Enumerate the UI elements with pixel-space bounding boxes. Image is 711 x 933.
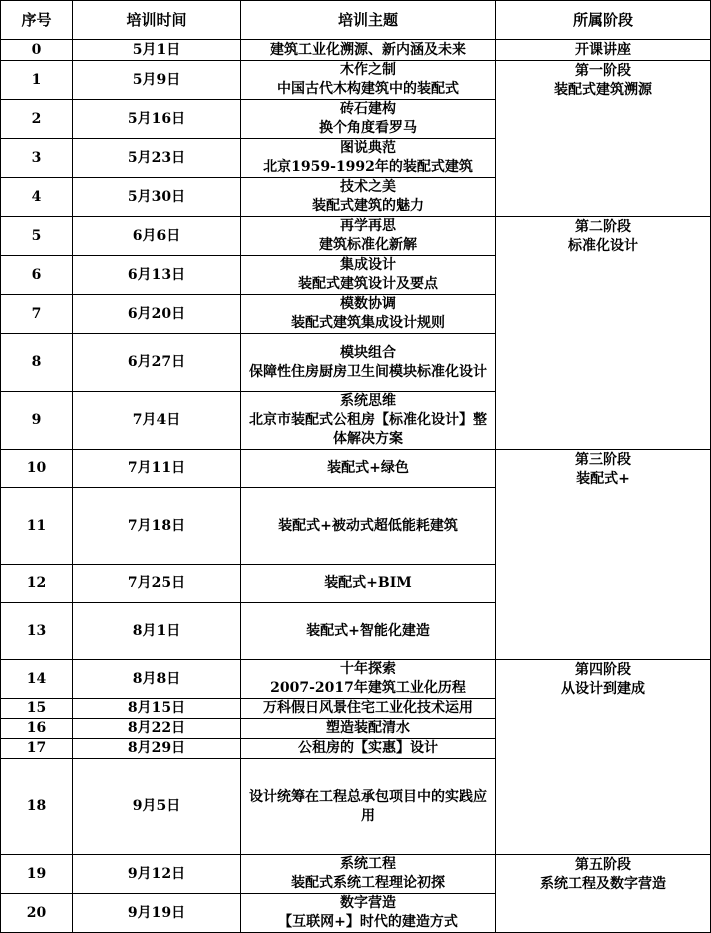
row-no: 8 [1, 334, 73, 392]
stage-line: 开课讲座 [575, 42, 631, 58]
row-time: 8月8日 [73, 660, 241, 699]
row-time: 8月29日 [73, 739, 241, 759]
table-row [1, 450, 711, 488]
row-no: 0 [1, 40, 73, 61]
header-row [1, 1, 711, 40]
topic-line: 保障性住房厨房卫生间模块标准化设计 [249, 363, 487, 380]
row-topic [241, 217, 496, 256]
row-topic [241, 565, 496, 603]
row-topic [241, 139, 496, 178]
topic-line: 装配式建筑的魅力 [312, 198, 424, 214]
row-no: 4 [1, 178, 73, 217]
row-time: 6月27日 [73, 334, 241, 392]
row-time: 9月5日 [73, 759, 241, 855]
topic-line: 装配式系统工程理论初探 [291, 875, 445, 891]
row-topic [241, 699, 496, 719]
row-no: 19 [1, 855, 73, 894]
topic-line: 中国古代木构建筑中的装配式 [277, 81, 459, 97]
row-no: 17 [1, 739, 73, 759]
row-topic [241, 855, 496, 894]
row-no: 15 [1, 699, 73, 719]
row-no: 6 [1, 256, 73, 295]
topic-line: 万科假日风景住宅工业化技术运用 [263, 700, 473, 716]
row-no: 13 [1, 603, 73, 660]
topic-line: 再学再思 [340, 218, 396, 234]
header-time: 培训时间 [73, 1, 241, 40]
row-time: 7月11日 [73, 450, 241, 488]
topic-line: 技术之美 [340, 179, 396, 195]
topic-line: 塑造装配清水 [326, 720, 410, 736]
topic-line: 集成设计 [340, 257, 396, 273]
stage-line: 标准化设计 [568, 238, 638, 254]
row-topic [241, 61, 496, 100]
stage-line: 装配式建筑溯源 [554, 82, 652, 98]
row-no: 1 [1, 61, 73, 100]
topic-line: 模块组合 [340, 344, 396, 361]
row-topic [241, 739, 496, 759]
topic-line: 装配式建筑设计及要点 [298, 276, 438, 292]
row-topic [241, 256, 496, 295]
row-topic [241, 488, 496, 565]
topic-line: 系统思维 [340, 393, 396, 409]
topic-line: 【互联网+】时代的建造方式 [278, 914, 458, 930]
topic-line: 北京1959-1992年的装配式建筑 [263, 159, 473, 175]
topic-line: 装配式+BIM [324, 575, 412, 591]
row-topic [241, 100, 496, 139]
topic-line: 装配式+智能化建造 [306, 622, 430, 639]
row-time: 7月4日 [73, 392, 241, 450]
row-time: 6月6日 [73, 217, 241, 256]
row-time: 5月16日 [73, 100, 241, 139]
row-topic [241, 295, 496, 334]
topic-line: 2007-2017年建筑工业化历程 [270, 680, 466, 696]
stage-cell-2 [496, 217, 711, 450]
stage-cell-4 [496, 660, 711, 855]
stage-line: 系统工程及数字营造 [540, 876, 666, 892]
row-no: 16 [1, 719, 73, 739]
row-topic [241, 178, 496, 217]
row-topic [241, 759, 496, 855]
topic-line: 模数协调 [340, 296, 396, 312]
row-no: 20 [1, 894, 73, 933]
table-row [1, 660, 711, 699]
row-no: 18 [1, 759, 73, 855]
row-no: 9 [1, 392, 73, 450]
row-no: 7 [1, 295, 73, 334]
topic-line: 北京市装配式公租房【标准化设计】整体解决方案 [249, 412, 487, 447]
stage-cell-1 [496, 61, 711, 217]
row-time: 6月13日 [73, 256, 241, 295]
topic-line: 设计统筹在工程总承包项目中的实践应用 [249, 788, 487, 824]
row-time: 8月22日 [73, 719, 241, 739]
row-no: 10 [1, 450, 73, 488]
topic-line: 建筑工业化溯源、新内涵及未来 [270, 41, 466, 58]
row-topic [241, 334, 496, 392]
row-topic [241, 40, 496, 61]
table-row [1, 61, 711, 100]
table-row [1, 40, 711, 61]
stage-line: 从设计到建成 [561, 681, 645, 697]
stage-cell-5 [496, 855, 711, 933]
row-no: 14 [1, 660, 73, 699]
stage-line: 第三阶段 [575, 452, 631, 468]
row-no: 12 [1, 565, 73, 603]
row-time: 5月1日 [73, 40, 241, 61]
row-time: 8月1日 [73, 603, 241, 660]
header-stage: 所属阶段 [496, 1, 711, 40]
row-time: 5月23日 [73, 139, 241, 178]
row-topic [241, 603, 496, 660]
row-no: 11 [1, 488, 73, 565]
row-time: 5月9日 [73, 61, 241, 100]
topic-line: 十年探索 [340, 661, 396, 677]
topic-line: 换个角度看罗马 [319, 120, 417, 136]
stage-line: 第五阶段 [575, 857, 631, 873]
row-topic [241, 392, 496, 450]
row-time: 7月25日 [73, 565, 241, 603]
topic-line: 系统工程 [340, 856, 396, 872]
row-no: 5 [1, 217, 73, 256]
topic-line: 数字营造 [340, 895, 396, 911]
header-topic: 培训主题 [241, 1, 496, 40]
topic-line: 装配式建筑集成设计规则 [291, 315, 445, 331]
row-time: 8月15日 [73, 699, 241, 719]
topic-line: 图说典范 [340, 140, 396, 156]
table-row [1, 217, 711, 256]
row-no: 2 [1, 100, 73, 139]
row-topic [241, 450, 496, 488]
row-no: 3 [1, 139, 73, 178]
stage-line: 装配式+ [576, 471, 630, 487]
topic-line: 装配式+被动式超低能耗建筑 [278, 517, 458, 534]
topic-line: 砖石建构 [340, 101, 396, 117]
topic-line: 木作之制 [340, 62, 396, 78]
row-time: 9月19日 [73, 894, 241, 933]
stage-cell-3 [496, 450, 711, 660]
row-topic [241, 894, 496, 933]
table-row [1, 855, 711, 894]
row-time: 6月20日 [73, 295, 241, 334]
topic-line: 装配式+绿色 [327, 460, 409, 476]
row-topic [241, 660, 496, 699]
row-time: 9月12日 [73, 855, 241, 894]
topic-line: 建筑标准化新解 [319, 237, 417, 253]
row-time: 7月18日 [73, 488, 241, 565]
header-no: 序号 [1, 1, 73, 40]
row-topic [241, 719, 496, 739]
row-time: 5月30日 [73, 178, 241, 217]
stage-line: 第二阶段 [575, 219, 631, 235]
stage-line: 第四阶段 [575, 662, 631, 678]
topic-line: 公租房的【实惠】设计 [298, 740, 438, 756]
stage-line: 第一阶段 [575, 63, 631, 79]
stage-cell-opening [496, 40, 711, 61]
